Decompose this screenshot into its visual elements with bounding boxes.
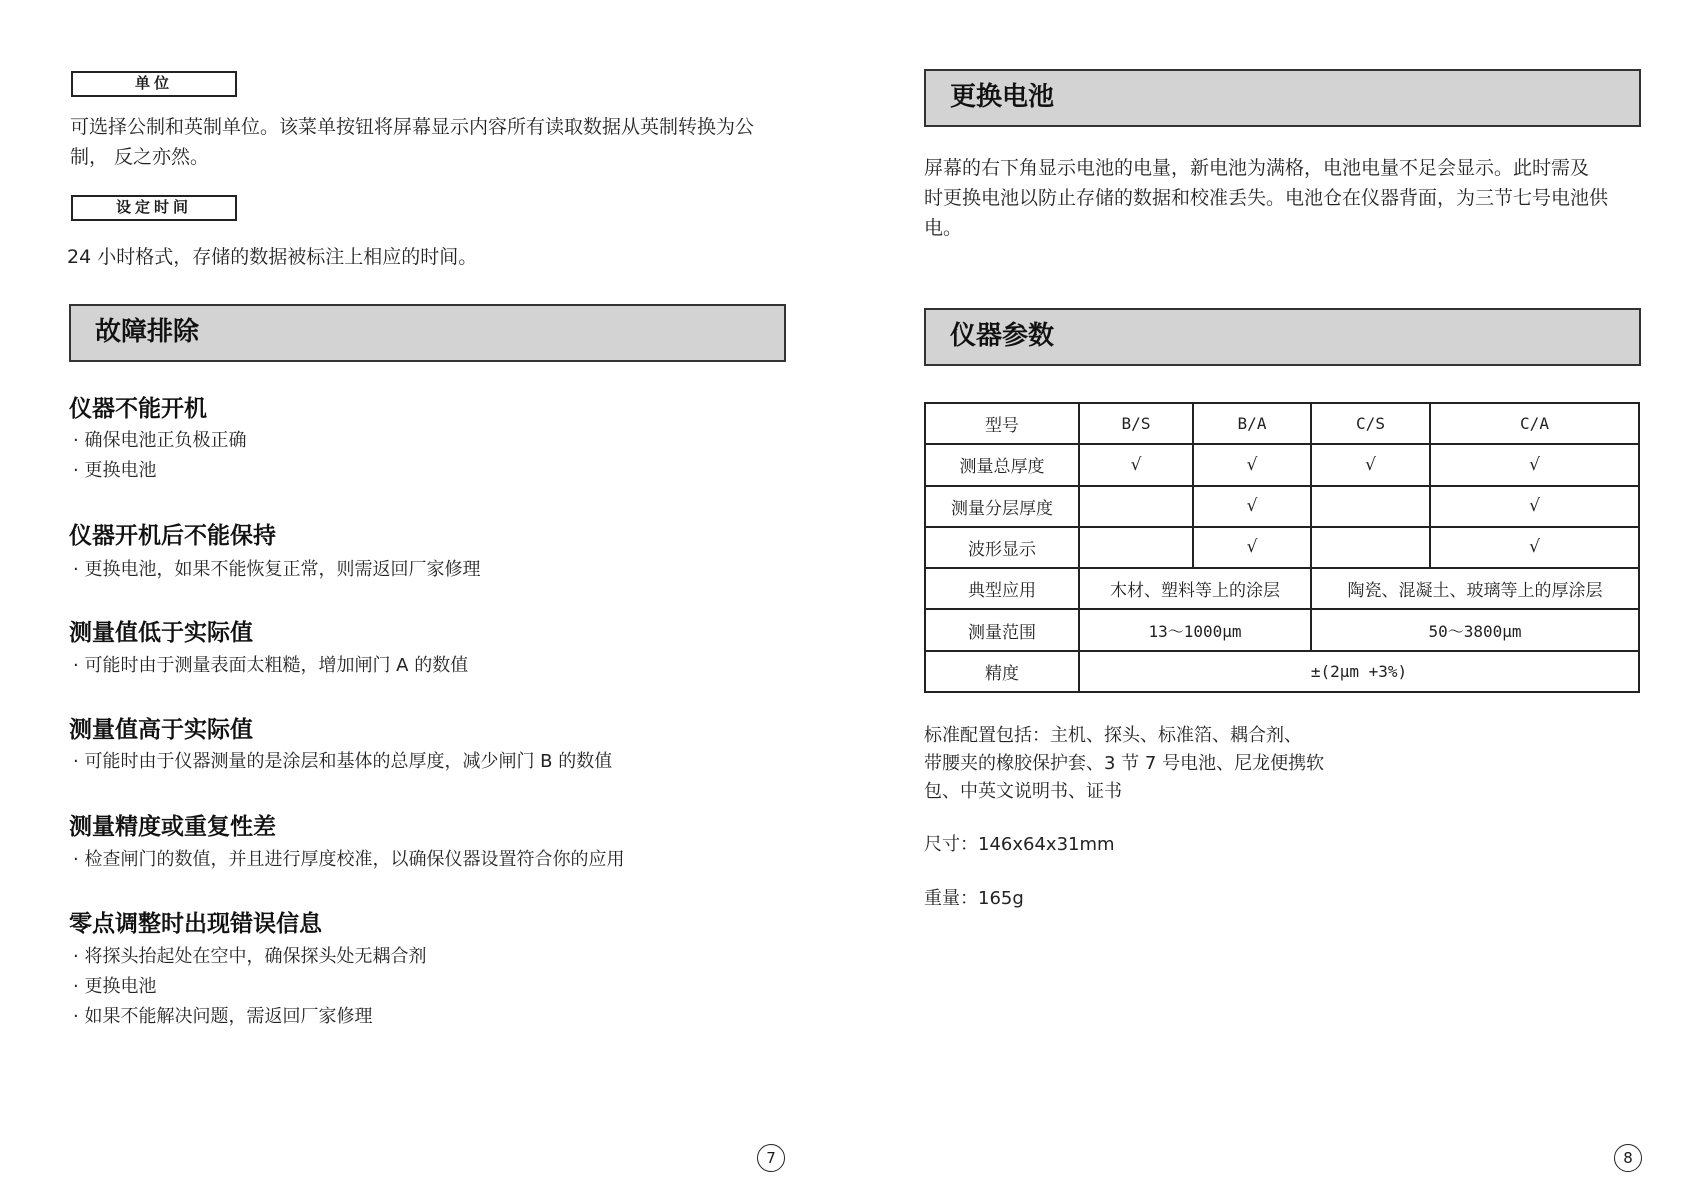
table-row <box>925 444 1639 485</box>
table-row <box>925 609 1639 650</box>
issue-title: 测量精度或重复性差 <box>69 814 276 840</box>
table-cell: √ <box>1430 486 1639 527</box>
table-cell: 测量分层厚度 <box>925 486 1079 527</box>
battery-header <box>924 69 1641 127</box>
spec-table <box>924 402 1640 693</box>
table-cell <box>1079 486 1193 527</box>
battery-line: 时更换电池以防止存储的数据和校准丢失。电池仓在仪器背面，为三节七号电池供 <box>924 187 1609 209</box>
table-row <box>925 486 1639 527</box>
table-cell: √ <box>1430 527 1639 568</box>
unit-description-line-1: 可选择公制和英制单位。该菜单按钮将屏幕显示内容所有读取数据从英制转换为公 <box>70 116 755 138</box>
table-row <box>925 568 1639 609</box>
table-cell: 测量总厚度 <box>925 444 1079 485</box>
issue-bullet: · 检查闸门的数值，并且进行厚度校准，以确保仪器设置符合你的应用 <box>73 849 625 870</box>
battery-line: 屏幕的右下角显示电池的电量，新电池为满格，电池电量不足会显示。此时需及 <box>924 157 1590 179</box>
table-cell <box>1311 527 1430 568</box>
issue-bullet: · 更换电池，如果不能恢复正常，则需返回厂家修理 <box>73 559 481 580</box>
issue-bullet: · 将探头抬起处在空中，确保探头处无耦合剂 <box>73 946 427 967</box>
table-cell: B/S <box>1079 403 1193 444</box>
issue-title: 零点调整时出现错误信息 <box>69 911 322 937</box>
config-line: 包、中英文说明书、证书 <box>924 781 1122 802</box>
table-cell: √ <box>1193 486 1311 527</box>
size-spec: 尺寸：146x64x31mm <box>924 834 1115 855</box>
battery-title: 更换电池 <box>950 82 1055 112</box>
issue-bullet: · 确保电池正负极正确 <box>73 430 247 451</box>
config-line: 标准配置包括：主机、探头、标准箔、耦合剂、 <box>924 725 1302 746</box>
unit-label: 单位 <box>71 71 237 97</box>
table-cell: C/S <box>1311 403 1430 444</box>
table-cell: ±(2μm +3%) <box>1079 651 1639 692</box>
table-cell: √ <box>1311 444 1430 485</box>
issue-bullet: · 更换电池 <box>73 976 157 997</box>
unit-description-line-2: 制， 反之亦然。 <box>70 146 210 168</box>
page-number-right: 8 <box>1614 1144 1642 1172</box>
unit-description <box>70 112 790 172</box>
table-cell: C/A <box>1430 403 1639 444</box>
config-line: 带腰夹的橡胶保护套、3 节 7 号电池、尼龙便携软 <box>924 753 1325 774</box>
table-cell: 陶瓷、混凝土、玻璃等上的厚涂层 <box>1311 568 1639 609</box>
table-cell: B/A <box>1193 403 1311 444</box>
issue-title: 测量值低于实际值 <box>69 620 253 646</box>
set-time-label: 设定时间 <box>71 195 237 221</box>
issue-bullet: · 可能时由于仪器测量的是涂层和基体的总厚度，减少闸门 B 的数值 <box>73 751 613 772</box>
table-cell: √ <box>1193 527 1311 568</box>
table-cell: 型号 <box>925 403 1079 444</box>
standard-config <box>924 722 1324 806</box>
table-cell: √ <box>1430 444 1639 485</box>
table-cell: 木材、塑料等上的涂层 <box>1079 568 1311 609</box>
table-cell: √ <box>1079 444 1193 485</box>
specs-title: 仪器参数 <box>950 321 1055 351</box>
weight-spec: 重量：165g <box>924 888 1024 909</box>
table-row <box>925 651 1639 692</box>
specs-header <box>924 308 1641 366</box>
table-cell: √ <box>1193 444 1311 485</box>
table-row <box>925 403 1639 444</box>
table-cell: 50～3800μm <box>1311 609 1639 650</box>
table-cell <box>1311 486 1430 527</box>
issue-title: 测量值高于实际值 <box>69 717 253 743</box>
table-cell: 13～1000μm <box>1079 609 1311 650</box>
issue-bullet: · 更换电池 <box>73 460 157 481</box>
issue-title: 仪器开机后不能保持 <box>69 523 276 549</box>
table-cell: 典型应用 <box>925 568 1079 609</box>
page-number-left: 7 <box>757 1144 785 1172</box>
set-time-description: 24 小时格式，存储的数据被标注上相应的时间。 <box>67 246 478 268</box>
table-row <box>925 527 1639 568</box>
table-cell: 测量范围 <box>925 609 1079 650</box>
troubleshooting-header <box>69 304 786 362</box>
issue-title: 仪器不能开机 <box>69 396 207 422</box>
table-cell: 波形显示 <box>925 527 1079 568</box>
issue-bullet: · 可能时由于测量表面太粗糙，增加闸门 A 的数值 <box>73 655 469 676</box>
issue-bullet: · 如果不能解决问题，需返回厂家修理 <box>73 1006 373 1027</box>
table-cell: 精度 <box>925 651 1079 692</box>
troubleshooting-title: 故障排除 <box>95 317 200 347</box>
table-cell <box>1079 527 1193 568</box>
battery-description <box>924 153 1644 243</box>
battery-line: 电。 <box>924 217 963 239</box>
